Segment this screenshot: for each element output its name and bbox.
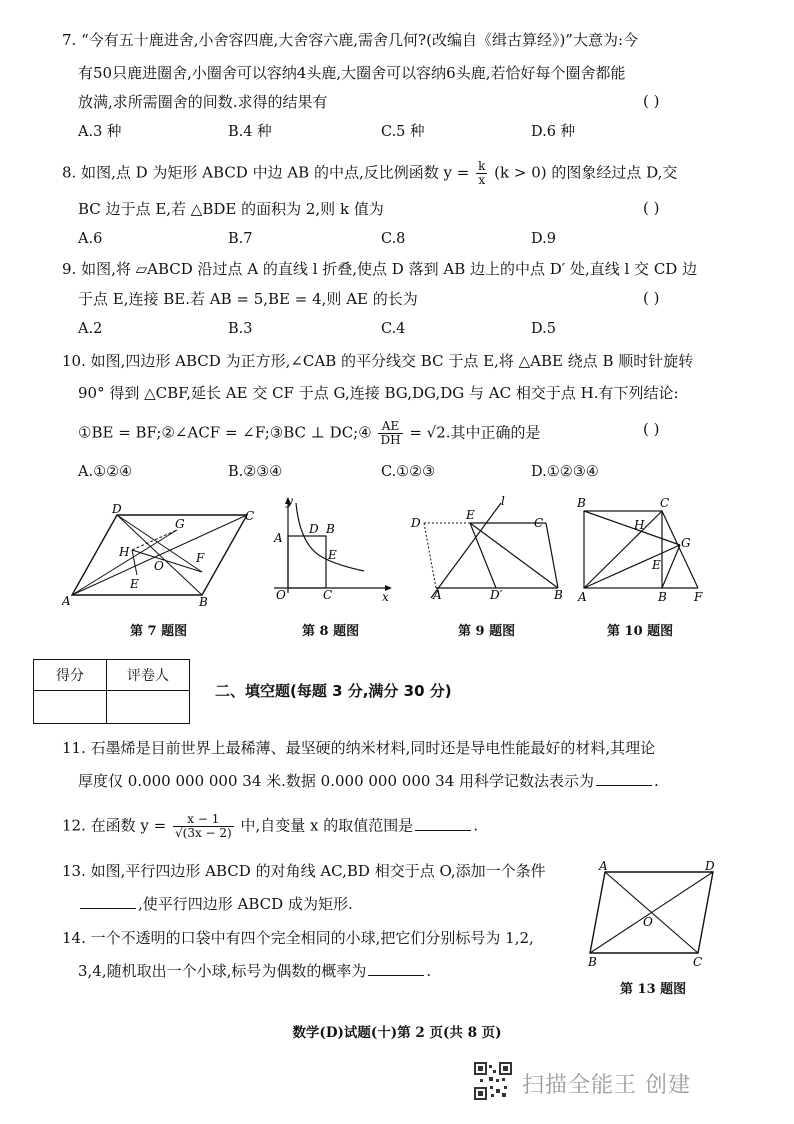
fig7-label-o: O bbox=[154, 559, 164, 573]
q12-end: . bbox=[473, 816, 479, 835]
score-cell[interactable] bbox=[34, 691, 107, 724]
q7-line1: 7. “今有五十鹿进舍,小舍容四鹿,大舍容六鹿,需舍几何?(改编自《缉古算经》)”大意为:今 bbox=[62, 31, 639, 49]
fig8-label-e: E bbox=[328, 548, 337, 562]
fig7-label-e: E bbox=[130, 577, 139, 591]
fig7-label-g: G bbox=[175, 517, 185, 531]
q12-line bbox=[62, 813, 478, 840]
q8-option-b: B.7 bbox=[228, 231, 253, 247]
fig7-label-f: F bbox=[196, 551, 205, 565]
q10-fraction bbox=[378, 420, 402, 447]
q14-line2-text: 3,4,随机取出一个小球,标号为偶数的概率为 bbox=[78, 962, 367, 980]
figure-9-caption: 第 9 题图 bbox=[458, 624, 516, 639]
q8-line1-pre: 8. 如图,点 D 为矩形 ABCD 中边 AB 的中点,反比例函数 y = bbox=[62, 163, 470, 182]
q7-line3: 放满,求所需圈舍的间数.求得的结果有 bbox=[78, 93, 328, 111]
q7-option-a: A.3 种 bbox=[78, 124, 122, 140]
q9-answer-paren: ( ) bbox=[643, 289, 660, 307]
q12-answer-blank[interactable] bbox=[415, 830, 471, 831]
fig10-label-d: B bbox=[577, 496, 586, 510]
fig13-label-a: A bbox=[599, 859, 608, 873]
grader-cell[interactable] bbox=[107, 691, 190, 724]
fig9-label-a: A bbox=[433, 588, 442, 602]
fig9-label-b: B bbox=[554, 588, 563, 602]
q11-answer-blank[interactable] bbox=[596, 785, 652, 786]
q8-option-d: D.9 bbox=[531, 231, 556, 247]
fig9-label-c: C bbox=[534, 516, 544, 530]
q11-line2 bbox=[78, 771, 659, 791]
section2-title: 二、填空题(每题 3 分,满分 30 分) bbox=[215, 682, 452, 700]
q8-fraction bbox=[476, 160, 487, 187]
fig13-label-b: B bbox=[588, 955, 597, 968]
fig7-label-b: B bbox=[199, 595, 208, 609]
fig7-label-c: C bbox=[245, 509, 255, 523]
q10-option-b: B.②③④ bbox=[228, 464, 283, 480]
q12-frac-den: √(3x − 2) bbox=[174, 826, 232, 840]
figure-8-caption: 第 8 题图 bbox=[302, 624, 360, 639]
q12-post: 中,自变量 x 的取值范围是 bbox=[240, 816, 414, 835]
q9-line1: 9. 如图,将 ▱ABCD 沿过点 A 的直线 l 折叠,使点 D 落到 AB 边上的中点 D′ 处,直线 l 交 CD 边 bbox=[62, 260, 698, 278]
q10-answer-paren: ( ) bbox=[643, 420, 660, 438]
fig9-label-d: D bbox=[411, 516, 421, 530]
q9-line2: 于点 E,连接 BE.若 AB = 5,BE = 4,则 AE 的长为 bbox=[78, 290, 418, 308]
q11-line1: 11. 石墨烯是目前世界上最稀薄、最坚硬的纳米材料,同时还是导电性能最好的材料,其理论 bbox=[62, 739, 656, 757]
q11-line2-text: 厚度仅 0.000 000 000 34 米.数据 0.000 000 000 34 用科学记数法表示为 bbox=[78, 772, 595, 790]
page-footer: 数学(D)试题(十)第 2 页(共 8 页) bbox=[292, 1025, 502, 1041]
q13-line1: 13. 如图,平行四边形 ABCD 的对角线 AC,BD 相交于点 O,添加一个条件 bbox=[62, 862, 546, 880]
q8-line2: BC 边于点 E,若 △BDE 的面积为 2,则 k 值为 bbox=[78, 200, 384, 218]
figure-13-caption: 第 13 题图 bbox=[620, 982, 687, 997]
fig8-label-c: C bbox=[323, 588, 333, 602]
q9-option-b: B.3 bbox=[228, 321, 253, 337]
fig8-label-d: D bbox=[309, 522, 319, 536]
q13-line2-text: ,使平行四边形 ABCD 成为矩形. bbox=[138, 895, 353, 913]
score-table bbox=[33, 659, 190, 724]
q10-option-d: D.①②③④ bbox=[531, 464, 599, 480]
q7-answer-paren: ( ) bbox=[643, 92, 660, 110]
q7-option-d: D.6 种 bbox=[531, 124, 576, 140]
fig10-label-b: B bbox=[658, 590, 667, 604]
q12-fraction bbox=[173, 813, 234, 840]
fig10-label-g: G bbox=[681, 536, 691, 550]
grader-header: 评卷人 bbox=[107, 660, 190, 691]
fig13-label-c: C bbox=[693, 955, 703, 968]
figure-8 bbox=[266, 493, 396, 605]
q10-line3-post: = √2.其中正确的是 bbox=[409, 423, 541, 442]
q12-frac-num: x − 1 bbox=[173, 813, 234, 827]
fig10-label-a: A bbox=[578, 590, 587, 604]
score-header: 得分 bbox=[34, 660, 107, 691]
figure-10-caption: 第 10 题图 bbox=[607, 624, 674, 639]
q10-line3 bbox=[78, 420, 541, 447]
q9-option-c: C.4 bbox=[381, 321, 406, 337]
qr-code-icon bbox=[474, 1062, 512, 1100]
q10-line1: 10. 如图,四边形 ABCD 为正方形,∠CAB 的平分线交 BC 于点 E,将 △ABE 绕点 B 顺时针旋转 bbox=[62, 352, 694, 370]
q8-line1-post: (k > 0) 的图象经过点 D,交 bbox=[494, 163, 678, 182]
fig10-label-e: E bbox=[652, 558, 661, 572]
q10-option-a: A.①②④ bbox=[78, 464, 133, 480]
q7-line2: 有50只鹿进圈舍,小圈舍可以容纳4头鹿,大圈舍可以容纳6头鹿,若恰好每个圈舍都能 bbox=[78, 64, 626, 82]
q10-line2: 90° 得到 △CBF,延长 AE 交 CF 于点 G,连接 BG,DG,DG 与 AC 相交于点 H.有下列结论: bbox=[78, 384, 679, 402]
fig7-label-a: A bbox=[62, 594, 71, 608]
fig8-label-y: y bbox=[286, 494, 293, 508]
q14-answer-blank[interactable] bbox=[368, 975, 424, 976]
q10-frac-num: AE bbox=[378, 420, 402, 434]
fig8-label-o: O bbox=[276, 588, 286, 602]
watermark: 扫描全能王 创建 bbox=[522, 1073, 691, 1098]
q10-line3-pre: ①BE = BF;②∠ACF = ∠F;③BC ⊥ DC;④ bbox=[78, 423, 372, 442]
q7-option-b: B.4 种 bbox=[228, 124, 272, 140]
q8-answer-paren: ( ) bbox=[643, 199, 660, 217]
figure-10 bbox=[572, 493, 712, 605]
fig10-label-h: H bbox=[634, 518, 645, 532]
fig9-label-d-prime: D′ bbox=[490, 588, 503, 602]
q9-option-a: A.2 bbox=[78, 321, 103, 337]
q10-option-c: C.①②③ bbox=[381, 464, 436, 480]
q12-pre: 12. 在函数 y = bbox=[62, 816, 167, 835]
q8-frac-num: k bbox=[478, 159, 486, 173]
q8-option-a: A.6 bbox=[78, 231, 103, 247]
fig9-label-e: E bbox=[466, 508, 475, 522]
fig10-label-c: C bbox=[660, 496, 670, 510]
fig7-label-d: D bbox=[112, 502, 122, 516]
q14-line1: 14. 一个不透明的口袋中有四个完全相同的小球,把它们分别标号为 1,2, bbox=[62, 929, 534, 947]
figure-9 bbox=[406, 493, 568, 605]
figure-13 bbox=[585, 858, 720, 968]
q10-frac-den: DH bbox=[380, 433, 401, 447]
fig8-label-b: B bbox=[326, 522, 335, 536]
figure-7 bbox=[62, 500, 262, 610]
q9-option-d: D.5 bbox=[531, 321, 556, 337]
fig8-label-a: A bbox=[274, 531, 283, 545]
q11-end: . bbox=[654, 772, 659, 790]
fig13-label-o: O bbox=[643, 915, 653, 929]
fig13-label-d: D bbox=[705, 859, 715, 873]
fig10-label-f: F bbox=[694, 590, 703, 604]
fig9-label-l: l bbox=[501, 494, 505, 508]
q8-option-c: C.8 bbox=[381, 231, 406, 247]
q14-end: . bbox=[426, 962, 432, 980]
q13-line2 bbox=[78, 894, 353, 914]
q8-frac-den: x bbox=[478, 173, 486, 187]
figure-7-caption: 第 7 题图 bbox=[130, 624, 188, 639]
q7-option-c: C.5 种 bbox=[381, 124, 425, 140]
fig7-label-h: H bbox=[119, 545, 130, 559]
q14-line2 bbox=[78, 961, 431, 981]
q8-line1 bbox=[62, 160, 677, 187]
q13-answer-blank[interactable] bbox=[80, 908, 136, 909]
fig8-label-x: x bbox=[382, 590, 389, 604]
